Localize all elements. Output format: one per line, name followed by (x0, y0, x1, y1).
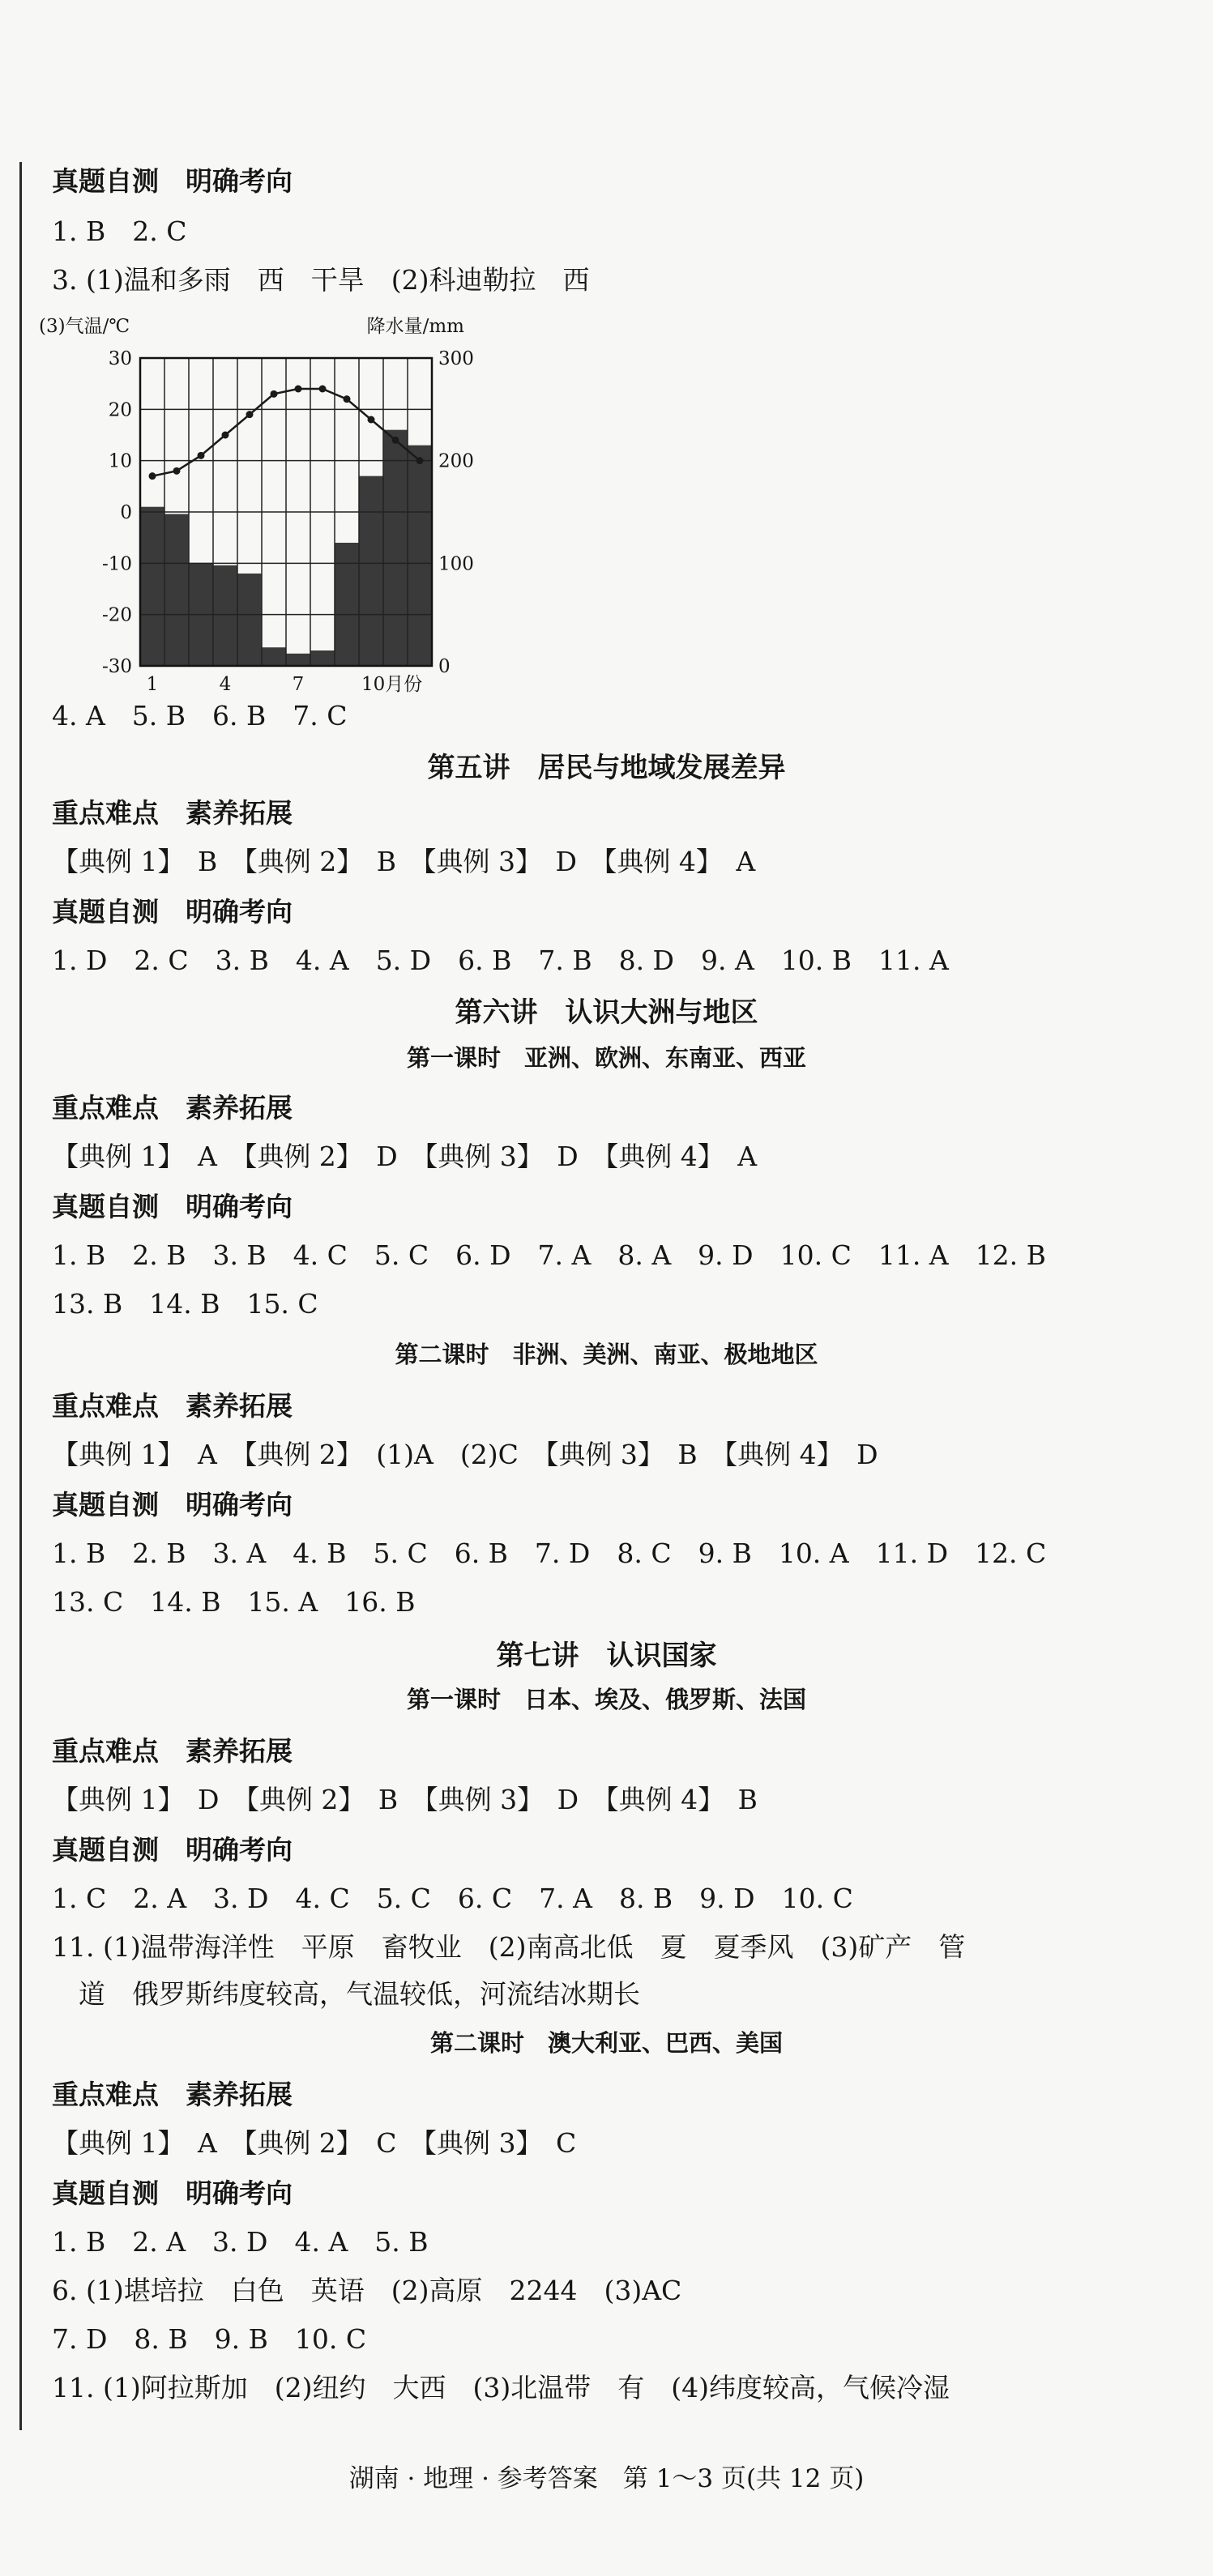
section-title: 真题自测 明确考向 (52, 1834, 293, 1866)
answer-line: 1. B 2. B 3. A 4. B 5. C 6. B 7. D 8. C 9. B 10. A 11. D 12. C (52, 1537, 1047, 1569)
x-tick-label: 10月份 (361, 674, 423, 695)
chart-right-axis-label: 降水量/mm (366, 316, 464, 337)
section-title: 真题自测 明确考向 (52, 1191, 293, 1222)
temperature-point (173, 467, 181, 475)
answer-line: 6. (1)堪培拉 白色 英语 (2)高原 2244 (3)AC (52, 2275, 682, 2306)
left-tick-label: -30 (101, 656, 132, 677)
precipitation-bar (310, 650, 335, 666)
section-title: 真题自测 明确考向 (52, 165, 293, 197)
right-tick-label: 0 (438, 656, 451, 677)
precipitation-bar (164, 514, 189, 666)
chart-left-axis-label: (3)气温/℃ (39, 316, 130, 337)
answer-line: 1. B 2. A 3. D 4. A 5. B (52, 2226, 429, 2258)
lecture-heading: 第六讲 认识大洲与地区 (455, 996, 758, 1029)
right-tick-label: 300 (438, 348, 474, 369)
answer-line: 1. C 2. A 3. D 4. C 5. C 6. C 7. A 8. B 9. D 10. C (52, 1883, 853, 1914)
temperature-point (319, 386, 327, 393)
temperature-point (368, 416, 375, 424)
left-tick-label: 10 (108, 450, 132, 472)
left-tick-label: 0 (120, 502, 132, 523)
lesson-heading: 第一课时 亚洲、欧洲、东南亚、西亚 (406, 1044, 806, 1072)
lesson-heading: 第二课时 澳大利亚、巴西、美国 (429, 2029, 783, 2057)
section-title: 重点难点 素养拓展 (52, 2079, 293, 2110)
section-title: 重点难点 素养拓展 (52, 1735, 293, 1767)
answer-line: 道 俄罗斯纬度较高，气温较低，河流结冰期长 (52, 1978, 640, 2010)
answer-line: 【典例 1】 A 【典例 2】 C 【典例 3】 C (52, 2127, 577, 2159)
answer-line: 11. (1)温带海洋性 平原 畜牧业 (2)南高北低 夏 夏季风 (3)矿产 管 (52, 1931, 966, 1963)
temperature-point (198, 452, 205, 459)
temperature-point (295, 386, 302, 393)
temperature-point (271, 390, 278, 398)
temperature-point (149, 472, 156, 480)
temperature-point (416, 457, 424, 464)
answer-line: 【典例 1】 A 【典例 2】 (1)A (2)C 【典例 3】 B 【典例 4】 D (52, 1439, 878, 1470)
page-footer: 湖南 · 地理 · 参考答案 第 1～3 页(共 12 页) (348, 2464, 865, 2493)
precipitation-bar (383, 430, 408, 666)
lesson-heading: 第一课时 日本、埃及、俄罗斯、法国 (406, 1686, 806, 1713)
left-tick-label: -20 (101, 604, 132, 626)
section-title: 重点难点 素养拓展 (52, 1390, 293, 1422)
x-tick-label: 1 (146, 674, 159, 695)
precipitation-bar (140, 507, 164, 666)
left-tick-label: 20 (108, 399, 132, 421)
left-margin-rule (19, 162, 22, 2430)
lesson-heading: 第二课时 非洲、美洲、南亚、极地地区 (395, 1341, 818, 1368)
right-tick-label: 200 (438, 450, 474, 472)
right-tick-label: 100 (438, 553, 474, 575)
answer-line: 【典例 1】 D 【典例 2】 B 【典例 3】 D 【典例 4】 B (52, 1784, 758, 1815)
section-title: 重点难点 素养拓展 (52, 797, 293, 829)
precipitation-bar (359, 476, 383, 666)
precipitation-bar (213, 565, 237, 666)
precipitation-bar (262, 647, 286, 666)
section-title: 重点难点 素养拓展 (52, 1092, 293, 1124)
answer-line: 1. B 2. C (52, 215, 187, 247)
left-tick-label: -10 (101, 553, 132, 575)
answer-line: 【典例 1】 B 【典例 2】 B 【典例 3】 D 【典例 4】 A (52, 846, 756, 877)
precipitation-bar (408, 446, 432, 666)
climate-chart (39, 309, 493, 706)
lecture-heading: 第七讲 认识国家 (496, 1640, 717, 1672)
precipitation-bar (237, 574, 262, 666)
lecture-heading: 第五讲 居民与地域发展差异 (427, 752, 786, 784)
left-tick-label: 30 (108, 348, 132, 369)
answer-line: 13. B 14. B 15. C (52, 1288, 318, 1320)
temperature-point (392, 437, 399, 444)
precipitation-bar (335, 543, 359, 666)
temperature-point (246, 411, 254, 418)
answer-line: 11. (1)阿拉斯加 (2)纽约 大西 (3)北温带 有 (4)纬度较高，气候冷湿 (52, 2372, 950, 2403)
section-title: 真题自测 明确考向 (52, 1489, 293, 1520)
x-tick-label: 7 (292, 674, 305, 695)
temperature-point (222, 432, 229, 439)
answer-line: 1. B 2. B 3. B 4. C 5. C 6. D 7. A 8. A 9. D 10. C 11. A 12. B (52, 1239, 1046, 1271)
answer-line: 7. D 8. B 9. B 10. C (52, 2323, 367, 2355)
section-title: 真题自测 明确考向 (52, 2177, 293, 2209)
answer-line: 【典例 1】 A 【典例 2】 D 【典例 3】 D 【典例 4】 A (52, 1141, 758, 1172)
x-tick-label: 4 (219, 674, 232, 695)
precipitation-bar (286, 654, 310, 666)
temperature-point (344, 395, 351, 403)
answer-line: 4. A 5. B 6. B 7. C (52, 700, 348, 731)
answer-line: 13. C 14. B 15. A 16. B (52, 1586, 416, 1618)
section-title: 真题自测 明确考向 (52, 896, 293, 928)
answer-line: 3. (1)温和多雨 西 干旱 (2)科迪勒拉 西 (52, 264, 590, 296)
answer-line: 1. D 2. C 3. B 4. A 5. D 6. B 7. B 8. D 9. A 10. B 11. A (52, 945, 949, 976)
